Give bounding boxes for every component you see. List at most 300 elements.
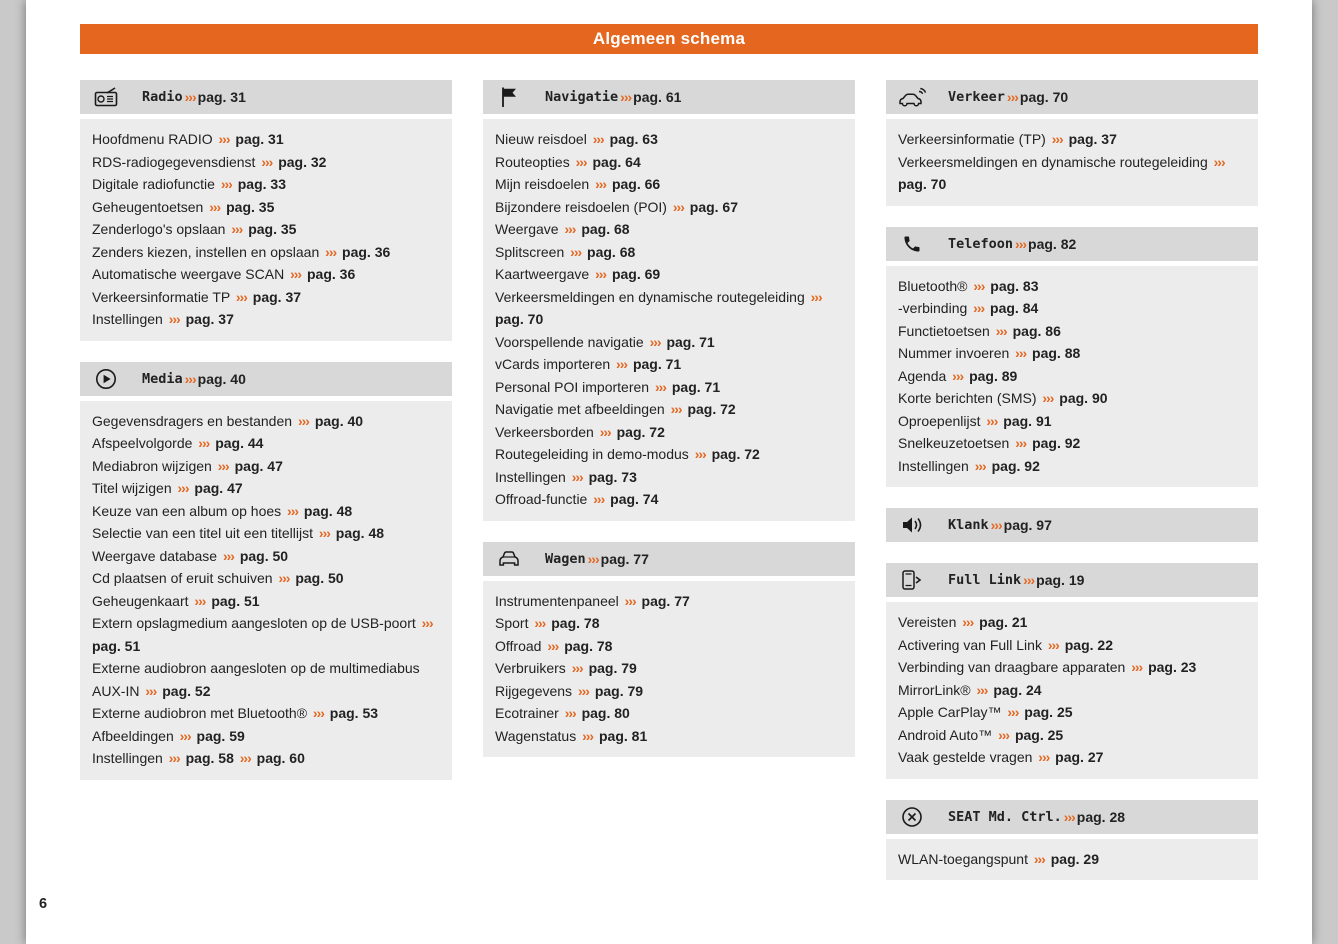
toc-item bbox=[898, 320, 1246, 343]
page-ref: pag. 21 bbox=[979, 614, 1028, 630]
section-navigatie bbox=[483, 80, 855, 521]
toc-item bbox=[898, 410, 1246, 433]
page-ref: pag. 72 bbox=[711, 446, 760, 462]
cross-ref-arrows: ››› bbox=[287, 502, 299, 519]
toc-item bbox=[92, 725, 440, 748]
item-label: Geheugenkaart bbox=[92, 592, 189, 609]
item-label: Keuze van een album op hoes bbox=[92, 502, 282, 519]
page-ref: pag. 84 bbox=[990, 300, 1039, 316]
section-media bbox=[80, 362, 452, 780]
section-title: Klank bbox=[948, 517, 989, 533]
cross-ref-arrows: ››› bbox=[564, 221, 576, 237]
section-header-radio bbox=[80, 80, 452, 114]
toc-item bbox=[898, 342, 1246, 365]
cross-ref-arrows: ››› bbox=[654, 378, 666, 395]
cross-ref-arrows: ››› bbox=[1007, 704, 1019, 720]
item-label: Routegeleiding in demo-modus bbox=[495, 446, 689, 462]
toc-item bbox=[495, 725, 843, 748]
item-label: Bijzondere reisdoelen (POI) bbox=[495, 198, 667, 215]
cross-ref-arrows: ››› bbox=[184, 370, 196, 387]
toc-item bbox=[92, 151, 440, 174]
toc-item bbox=[898, 387, 1246, 410]
cross-ref-arrows: ››› bbox=[571, 468, 583, 485]
page-title: Algemeen schema bbox=[592, 29, 746, 48]
toc-item bbox=[495, 196, 843, 219]
section-items bbox=[483, 581, 855, 758]
page-ref: pag. 79 bbox=[588, 660, 637, 676]
item-label: Titel wijzigen bbox=[92, 480, 172, 496]
page-ref: pag. 92 bbox=[1032, 435, 1081, 451]
section-klank bbox=[886, 508, 1258, 542]
page-ref: pag. 70 bbox=[495, 311, 544, 327]
item-label: Verkeersborden bbox=[495, 423, 594, 440]
column-2 bbox=[483, 80, 855, 901]
item-label: Instrumentenpaneel bbox=[495, 592, 619, 609]
page-ref: pag. 66 bbox=[611, 176, 661, 192]
page-ref: pag. 28 bbox=[1076, 808, 1126, 825]
toc-item bbox=[92, 432, 440, 455]
toc-item bbox=[495, 398, 843, 421]
section-title: Navigatie bbox=[545, 89, 619, 105]
item-label: Bluetooth® bbox=[898, 277, 968, 294]
page-ref: pag. 71 bbox=[671, 378, 721, 395]
toc-item bbox=[898, 634, 1246, 657]
page-ref: pag. 19 bbox=[1036, 572, 1085, 588]
section-items bbox=[80, 119, 452, 341]
item-label: Geheugentoetsen bbox=[92, 198, 204, 215]
toc-item bbox=[495, 263, 843, 286]
toc-item bbox=[92, 612, 440, 657]
section-items bbox=[80, 401, 452, 780]
item-label: Weergave database bbox=[92, 547, 218, 564]
item-label: Extern opslagmedium aangesloten op de USB-poort bbox=[92, 615, 416, 631]
cross-ref-arrows: ››› bbox=[582, 727, 594, 744]
item-label: Verkeersmeldingen en dynamische routegeleiding bbox=[495, 288, 805, 305]
page-ref: pag. 22 bbox=[1064, 636, 1113, 653]
traffic-icon bbox=[898, 87, 926, 107]
cross-ref-arrows: ››› bbox=[672, 198, 684, 215]
page-ref: pag. 51 bbox=[211, 592, 260, 609]
section-title: Media bbox=[142, 370, 183, 387]
item-label: Functietoetsen bbox=[898, 322, 990, 339]
page-ref: pag. 68 bbox=[581, 221, 630, 237]
page-ref: pag. 29 bbox=[1050, 850, 1099, 867]
toc-item bbox=[92, 702, 440, 725]
toc-item bbox=[898, 432, 1246, 455]
toc-item bbox=[898, 679, 1246, 702]
cross-ref-arrows: ››› bbox=[1015, 345, 1027, 361]
page-ref: pag. 72 bbox=[687, 401, 736, 417]
toc-item bbox=[92, 286, 440, 309]
page-ref: pag. 37 bbox=[185, 311, 234, 327]
page-ref: pag. 31 bbox=[235, 131, 284, 147]
page-ref: pag. 31 bbox=[197, 89, 246, 105]
page-ref: pag. 90 bbox=[1059, 390, 1108, 406]
page-ref: pag. 23 bbox=[1148, 659, 1197, 675]
toc-item bbox=[898, 656, 1246, 679]
page-ref: pag. 63 bbox=[609, 131, 658, 147]
cross-ref-arrows: ››› bbox=[595, 266, 607, 282]
cross-ref-arrows: ››› bbox=[810, 288, 822, 305]
cross-ref-arrows: ››› bbox=[168, 750, 180, 766]
toc-item bbox=[495, 173, 843, 196]
toc-item bbox=[495, 286, 843, 331]
item-label: Navigatie met afbeeldingen bbox=[495, 401, 665, 417]
page-ref: pag. 77 bbox=[600, 550, 649, 567]
cross-ref-arrows: ››› bbox=[179, 727, 191, 744]
cross-ref-arrows: ››› bbox=[577, 682, 589, 699]
cross-ref-arrows: ››› bbox=[1006, 89, 1018, 105]
page-ref: pag. 47 bbox=[194, 480, 243, 496]
item-label: WLAN-toegangspunt bbox=[898, 850, 1028, 867]
toc-item bbox=[92, 657, 440, 702]
cross-ref-arrows: ››› bbox=[325, 243, 337, 260]
cross-ref-arrows: ››› bbox=[184, 89, 196, 105]
page-ref: pag. 51 bbox=[92, 637, 141, 654]
page-ref: pag. 89 bbox=[969, 367, 1018, 384]
item-label: Externe audiobron aangesloten op de multimediabus AUX-IN bbox=[92, 660, 420, 699]
section-header-klank bbox=[886, 508, 1258, 542]
item-label: Instellingen bbox=[495, 468, 566, 485]
item-label: Apple CarPlay™ bbox=[898, 704, 1002, 720]
cross-ref-arrows: ››› bbox=[297, 412, 309, 429]
cross-ref-arrows: ››› bbox=[168, 311, 180, 327]
page-ref: pag. 37 bbox=[252, 288, 302, 305]
toc-item bbox=[495, 612, 843, 635]
page-ref: pag. 69 bbox=[611, 266, 661, 282]
toc-item bbox=[495, 151, 843, 174]
toc-item bbox=[495, 353, 843, 376]
page-ref: pag. 47 bbox=[234, 457, 283, 474]
item-label: Routeopties bbox=[495, 153, 570, 170]
item-label: -verbinding bbox=[898, 300, 968, 316]
page-ref: pag. 72 bbox=[616, 423, 665, 440]
cross-ref-arrows: ››› bbox=[575, 153, 587, 170]
toc-item bbox=[898, 455, 1246, 478]
item-label: RDS-radiogegevensdienst bbox=[92, 153, 256, 170]
radio-icon bbox=[92, 87, 120, 107]
toc-item bbox=[92, 477, 440, 500]
item-label: MirrorLink® bbox=[898, 681, 971, 698]
section-header-verkeer bbox=[886, 80, 1258, 114]
toc-item bbox=[495, 421, 843, 444]
page-ref: pag. 52 bbox=[162, 682, 211, 699]
section-full-link bbox=[886, 563, 1258, 779]
section-header-media bbox=[80, 362, 452, 396]
manual-page bbox=[26, 0, 1312, 944]
page-ref: pag. 78 bbox=[564, 637, 613, 654]
toc-item bbox=[92, 747, 440, 770]
section-header-wagen bbox=[483, 542, 855, 576]
item-label: Verbinding van draagbare apparaten bbox=[898, 659, 1126, 675]
toc-item bbox=[92, 173, 440, 196]
page-ref: pag. 68 bbox=[587, 243, 636, 260]
cross-ref-arrows: ››› bbox=[599, 423, 611, 440]
item-label: Mediabron wijzigen bbox=[92, 457, 212, 474]
cross-ref-arrows: ››› bbox=[220, 176, 232, 192]
cross-ref-arrows: ››› bbox=[278, 570, 290, 586]
item-label: Automatische weergave SCAN bbox=[92, 266, 285, 282]
item-label: Instellingen bbox=[898, 457, 969, 474]
item-label: Verkeersinformatie TP bbox=[92, 288, 230, 305]
toc-item bbox=[898, 365, 1246, 388]
page-ref: pag. 27 bbox=[1055, 749, 1104, 765]
item-label: vCards importeren bbox=[495, 356, 611, 372]
page-ref: pag. 61 bbox=[633, 89, 682, 105]
cross-ref-arrows: ››› bbox=[570, 243, 582, 260]
item-label: Hoofdmenu RADIO bbox=[92, 131, 213, 147]
page-ref: pag. 73 bbox=[588, 468, 637, 485]
page-ref: pag. 79 bbox=[594, 682, 644, 699]
item-label: Sport bbox=[495, 615, 529, 631]
toc-item bbox=[92, 241, 440, 264]
item-label: Snelkeuzetoetsen bbox=[898, 435, 1010, 451]
item-label: Splitscreen bbox=[495, 243, 565, 260]
page-ref: pag. 58 bbox=[185, 750, 234, 766]
cross-ref-arrows: ››› bbox=[1051, 131, 1063, 147]
cross-ref-arrows: ››› bbox=[986, 412, 998, 429]
cross-ref-arrows: ››› bbox=[592, 131, 604, 147]
toc-item bbox=[495, 590, 843, 613]
page-ref: pag. 77 bbox=[641, 592, 690, 609]
item-label: Personal POI importeren bbox=[495, 378, 650, 395]
toc-item bbox=[495, 128, 843, 151]
item-label: Nieuw reisdoel bbox=[495, 131, 587, 147]
page-ref: pag. 25 bbox=[1024, 704, 1073, 720]
item-label: Vereisten bbox=[898, 614, 957, 630]
section-seat-md-ctrl bbox=[886, 800, 1258, 881]
toc-item bbox=[92, 522, 440, 545]
cross-ref-arrows: ››› bbox=[1131, 659, 1143, 675]
cross-ref-arrows: ››› bbox=[995, 322, 1007, 339]
page-ref: pag. 44 bbox=[215, 435, 264, 451]
page-number: 6 bbox=[39, 896, 48, 912]
seat-mode-icon bbox=[898, 806, 926, 828]
section-items bbox=[886, 839, 1258, 881]
item-label: Gegevensdragers en bestanden bbox=[92, 412, 293, 429]
page-ref: pag. 74 bbox=[610, 491, 659, 507]
page-ref: pag. 33 bbox=[237, 176, 286, 192]
page-ref: pag. 36 bbox=[342, 243, 391, 260]
section-header-full-link bbox=[886, 563, 1258, 597]
page-ref: pag. 50 bbox=[239, 547, 289, 564]
page-ref: pag. 59 bbox=[196, 727, 245, 744]
page-ref: pag. 35 bbox=[226, 198, 275, 215]
cross-ref-arrows: ››› bbox=[694, 446, 706, 462]
page-ref: pag. 78 bbox=[551, 615, 600, 631]
full-link-icon bbox=[898, 569, 926, 591]
toc-item bbox=[495, 657, 843, 680]
page-ref: pag. 50 bbox=[295, 570, 344, 586]
page-ref: pag. 35 bbox=[248, 221, 297, 237]
column-3 bbox=[886, 80, 1258, 901]
toc-item bbox=[898, 297, 1246, 320]
item-label: Ecotrainer bbox=[495, 705, 559, 721]
item-label: Afbeeldingen bbox=[92, 727, 174, 744]
section-title: Full Link bbox=[948, 572, 1022, 588]
item-label: Android Auto™ bbox=[898, 726, 993, 743]
page-ref: pag. 81 bbox=[598, 727, 648, 744]
cross-ref-arrows: ››› bbox=[593, 491, 605, 507]
section-items bbox=[483, 119, 855, 521]
toc-item bbox=[92, 500, 440, 523]
section-verkeer bbox=[886, 80, 1258, 206]
item-label: Voorspellende navigatie bbox=[495, 333, 644, 350]
cross-ref-arrows: ››› bbox=[1015, 235, 1027, 252]
toc-item bbox=[92, 196, 440, 219]
car-icon bbox=[495, 549, 523, 569]
item-label: Offroad-functie bbox=[495, 491, 588, 507]
toc-item bbox=[898, 746, 1246, 769]
cross-ref-arrows: ››› bbox=[976, 681, 988, 698]
cross-ref-arrows: ››› bbox=[547, 637, 559, 654]
item-label: Offroad bbox=[495, 637, 542, 654]
toc-item bbox=[92, 308, 440, 331]
toc-item bbox=[92, 218, 440, 241]
section-radio bbox=[80, 80, 452, 341]
flag-icon bbox=[495, 86, 523, 108]
item-label: Vaak gestelde vragen bbox=[898, 749, 1033, 765]
page-ref: pag. 86 bbox=[1012, 322, 1061, 339]
cross-ref-arrows: ››› bbox=[312, 705, 324, 721]
cross-ref-arrows: ››› bbox=[217, 457, 229, 474]
toc-item bbox=[495, 680, 843, 703]
sound-icon bbox=[898, 515, 926, 535]
cross-ref-arrows: ››› bbox=[290, 266, 302, 282]
item-label: Instellingen bbox=[92, 750, 163, 766]
cross-ref-arrows: ››› bbox=[194, 592, 206, 609]
item-label: Agenda bbox=[898, 367, 947, 384]
cross-ref-arrows: ››› bbox=[239, 750, 251, 766]
page-ref: pag. 48 bbox=[303, 502, 353, 519]
page-ref: pag. 40 bbox=[197, 370, 246, 387]
cross-ref-arrows: ››› bbox=[1063, 808, 1075, 825]
cross-ref-arrows: ››› bbox=[616, 356, 628, 372]
page-title-bar bbox=[80, 24, 1258, 54]
toc-item bbox=[495, 635, 843, 658]
section-wagen bbox=[483, 542, 855, 758]
toc-item bbox=[495, 376, 843, 399]
item-label: Kaartweergave bbox=[495, 266, 590, 282]
toc-item bbox=[495, 702, 843, 725]
page-ref: pag. 48 bbox=[335, 525, 385, 541]
cross-ref-arrows: ››› bbox=[421, 615, 433, 631]
cross-ref-arrows: ››› bbox=[624, 592, 636, 609]
item-label: Verbruikers bbox=[495, 660, 566, 676]
item-label: Verkeersinformatie (TP) bbox=[898, 131, 1046, 147]
page-ref: pag. 37 bbox=[1068, 131, 1117, 147]
section-items bbox=[886, 266, 1258, 488]
toc-item bbox=[92, 567, 440, 590]
item-label: Rijgegevens bbox=[495, 682, 573, 699]
item-label: Mijn reisdoelen bbox=[495, 176, 590, 192]
toc-item bbox=[898, 151, 1246, 196]
section-title: Wagen bbox=[545, 550, 586, 567]
cross-ref-arrows: ››› bbox=[973, 277, 985, 294]
section-header-telefoon bbox=[886, 227, 1258, 261]
cross-ref-arrows: ››› bbox=[952, 367, 964, 384]
page-ref: pag. 24 bbox=[993, 681, 1042, 698]
cross-ref-arrows: ››› bbox=[670, 401, 682, 417]
cross-ref-arrows: ››› bbox=[990, 517, 1002, 533]
content-columns bbox=[80, 80, 1258, 901]
section-header-seat-md-ctrl bbox=[886, 800, 1258, 834]
item-label: Externe audiobron met Bluetooth® bbox=[92, 705, 308, 721]
cross-ref-arrows: ››› bbox=[218, 131, 230, 147]
cross-ref-arrows: ››› bbox=[235, 288, 247, 305]
cross-ref-arrows: ››› bbox=[974, 457, 986, 474]
column-1 bbox=[80, 80, 452, 901]
item-label: Verkeersmeldingen en dynamische routegeleiding bbox=[898, 153, 1208, 170]
page-ref: pag. 53 bbox=[329, 705, 379, 721]
item-label: Nummer invoeren bbox=[898, 345, 1010, 361]
toc-item bbox=[495, 466, 843, 489]
item-label: Activering van Full Link bbox=[898, 636, 1042, 653]
cross-ref-arrows: ››› bbox=[534, 615, 546, 631]
section-title: Radio bbox=[142, 89, 183, 105]
cross-ref-arrows: ››› bbox=[209, 198, 221, 215]
section-title: Telefoon bbox=[948, 235, 1014, 252]
page-ref: pag. 80 bbox=[581, 705, 630, 721]
toc-item bbox=[898, 848, 1246, 871]
section-items bbox=[886, 602, 1258, 779]
toc-item bbox=[495, 488, 843, 511]
page-ref: pag. 97 bbox=[1003, 517, 1052, 533]
page-ref: pag. 92 bbox=[991, 457, 1040, 474]
page-ref: pag. 88 bbox=[1032, 345, 1081, 361]
cross-ref-arrows: ››› bbox=[1038, 749, 1050, 765]
page-ref: pag. 91 bbox=[1003, 412, 1052, 429]
page-ref: pag. 40 bbox=[314, 412, 364, 429]
item-label: Afspeelvolgorde bbox=[92, 435, 193, 451]
cross-ref-arrows: ››› bbox=[1042, 390, 1054, 406]
cross-ref-arrows: ››› bbox=[998, 726, 1010, 743]
item-label: Zenders kiezen, instellen en opslaan bbox=[92, 243, 320, 260]
cross-ref-arrows: ››› bbox=[1033, 850, 1045, 867]
cross-ref-arrows: ››› bbox=[649, 333, 661, 350]
page-ref: pag. 70 bbox=[898, 176, 947, 192]
toc-item bbox=[898, 701, 1246, 724]
section-title: SEAT Md. Ctrl. bbox=[948, 808, 1062, 825]
item-label: Cd plaatsen of eruit schuiven bbox=[92, 570, 273, 586]
page-ref: pag. 25 bbox=[1014, 726, 1064, 743]
cross-ref-arrows: ››› bbox=[231, 221, 243, 237]
toc-item bbox=[898, 611, 1246, 634]
item-label: Weergave bbox=[495, 221, 559, 237]
item-label: Digitale radiofunctie bbox=[92, 176, 215, 192]
cross-ref-arrows: ››› bbox=[595, 176, 607, 192]
item-label: Oproepenlijst bbox=[898, 412, 981, 429]
cross-ref-arrows: ››› bbox=[1015, 435, 1027, 451]
cross-ref-arrows: ››› bbox=[198, 435, 210, 451]
toc-item bbox=[495, 331, 843, 354]
item-label: Selectie van een titel uit een titellijst bbox=[92, 525, 314, 541]
toc-item bbox=[92, 590, 440, 613]
section-telefoon bbox=[886, 227, 1258, 488]
play-icon bbox=[92, 368, 120, 390]
cross-ref-arrows: ››› bbox=[571, 660, 583, 676]
toc-item bbox=[495, 443, 843, 466]
cross-ref-arrows: ››› bbox=[587, 550, 599, 567]
toc-item bbox=[92, 545, 440, 568]
cross-ref-arrows: ››› bbox=[973, 300, 985, 316]
cross-ref-arrows: ››› bbox=[222, 547, 234, 564]
toc-item bbox=[92, 455, 440, 478]
section-title: Verkeer bbox=[948, 89, 1005, 105]
cross-ref-arrows: ››› bbox=[318, 525, 330, 541]
phone-icon bbox=[898, 234, 926, 254]
toc-item bbox=[92, 410, 440, 433]
